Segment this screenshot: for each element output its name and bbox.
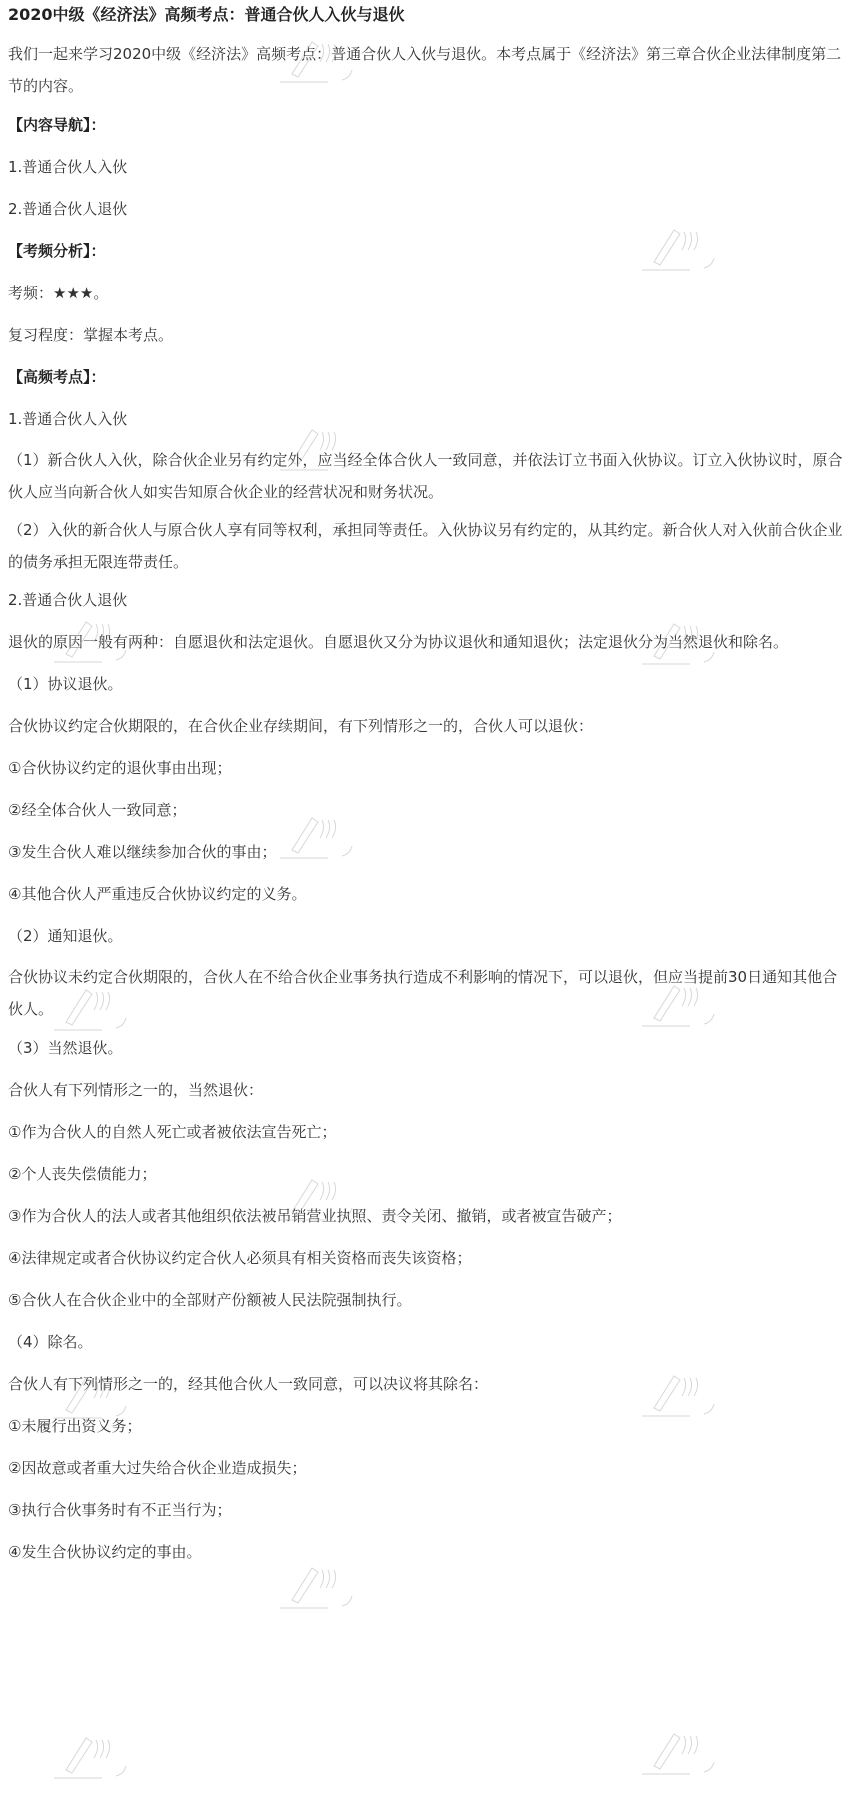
expel-item-2: ②因故意或者重大过失给合伙企业造成损失； <box>8 1459 307 1477</box>
points-heading: 【高频考点】： <box>8 368 106 386</box>
agreed-intro: 合伙协议约定合伙期限的，在合伙企业存续期间，有下列情形之一的，合伙人可以退伙： <box>8 717 594 735</box>
agreed-item-4: ④其他合伙人严重违反合伙协议约定的义务。 <box>8 885 307 903</box>
expel-item-1: ①未履行出资义务； <box>8 1417 142 1435</box>
expel-item-3: ③执行合伙事务时有不正当行为； <box>8 1501 232 1519</box>
expel-title: （4）除名。 <box>8 1333 93 1351</box>
natural-intro: 合伙人有下列情形之一的，当然退伙： <box>8 1081 264 1099</box>
nav-item-exit: 2.普通合伙人退伙 <box>8 200 128 218</box>
nav-item-join: 1.普通合伙人入伙 <box>8 158 128 176</box>
agreed-item-1: ①合伙协议约定的退伙事由出现； <box>8 759 232 777</box>
agreed-title: （1）协议退伙。 <box>8 675 123 693</box>
analysis-heading: 【考频分析】： <box>8 242 106 260</box>
intro-paragraph: 我们一起来学习2020中级《经济法》高频考点：普通合伙人入伙与退伙。本考点属于《经济法》第三章合伙企业法律制度第二节的内容。 <box>8 45 842 95</box>
natural-title: （3）当然退伙。 <box>8 1039 123 1057</box>
pen-watermark-icon <box>640 1722 730 1778</box>
analysis-frequency: 考频：★★★。 <box>8 284 109 302</box>
join-paragraph-2: （2）入伙的新合伙人与原合伙人享有同等权利，承担同等责任。入伙协议另有约定的，从其约定。新合伙人对入伙前合伙企业的债务承担无限连带责任。 <box>8 521 843 571</box>
agreed-item-3: ③发生合伙人难以继续参加合伙的事由； <box>8 843 277 861</box>
expel-intro: 合伙人有下列情形之一的，经其他合伙人一致同意，可以决议将其除名： <box>8 1375 489 1393</box>
exit-title: 2.普通合伙人退伙 <box>8 591 128 609</box>
exit-intro: 退伙的原因一般有两种：自愿退伙和法定退伙。自愿退伙又分为协议退伙和通知退伙；法定退伙分为当然退伙和除名。 <box>8 633 789 651</box>
join-title: 1.普通合伙人入伙 <box>8 410 128 428</box>
natural-item-1: ①作为合伙人的自然人死亡或者被依法宣告死亡； <box>8 1123 337 1141</box>
agreed-item-2: ②经全体合伙人一致同意； <box>8 801 187 819</box>
page-title: 2020中级《经济法》高频考点：普通合伙人入伙与退伙 <box>8 5 405 24</box>
natural-item-3: ③作为合伙人的法人或者其他组织依法被吊销营业执照、责令关闭、撤销，或者被宣告破产； <box>8 1207 622 1225</box>
join-paragraph-1: （1）新合伙人入伙，除合伙企业另有约定外，应当经全体合伙人一致同意，并依法订立书面入伙协议。订立入伙协议时，原合伙人应当向新合伙人如实告知原合伙企业的经营状况和财务状况。 <box>8 451 843 501</box>
natural-item-2: ②个人丧失偿债能力； <box>8 1165 157 1183</box>
expel-item-4: ④发生合伙协议约定的事由。 <box>8 1543 202 1561</box>
notice-paragraph: 合伙协议未约定合伙期限的，合伙人在不给合伙企业事务执行造成不利影响的情况下，可以退伙，但应当提前30日通知其他合伙人。 <box>8 968 838 1018</box>
natural-item-5: ⑤合伙人在合伙企业中的全部财产份额被人民法院强制执行。 <box>8 1291 412 1309</box>
notice-title: （2）通知退伙。 <box>8 927 123 945</box>
pen-watermark-icon <box>52 1726 142 1782</box>
natural-item-4: ④法律规定或者合伙协议约定合伙人必须具有相关资格而丧失该资格； <box>8 1249 472 1267</box>
analysis-mastery: 复习程度：掌握本考点。 <box>8 326 174 344</box>
nav-heading: 【内容导航】： <box>8 116 106 134</box>
